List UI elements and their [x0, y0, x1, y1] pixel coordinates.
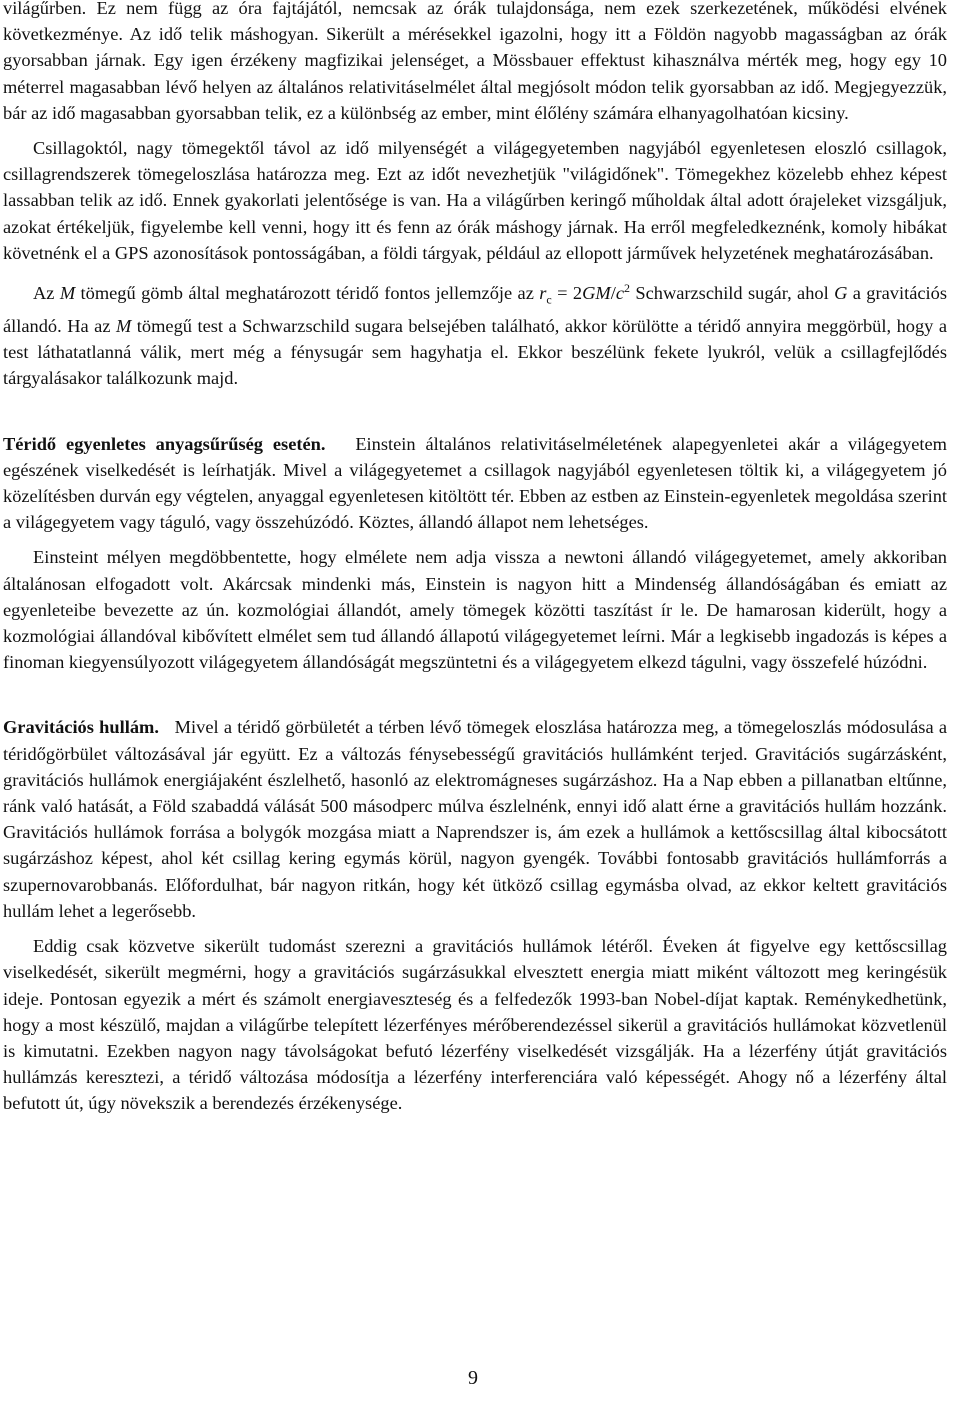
math-formula-schwarzschild-radius: [539, 281, 630, 307]
paragraph-gravitational-wave-detection: Eddig csak közvetve sikerült tudomást szerezni a gravitációs hullámok létéről. Éveken át figyelve egy kettőscsillag viselkedését, sikerült megmérni, hogy a gravitációs sugárzásukkal elvesztett energia miatt miként változott meg keringésük ideje. Pontosan egyezik a mért és számolt energiaveszteség és a felfedezők 1993-ban Nobel-díjat kaptak. Reménykedhetünk, hogy a most készülő, majdan a világűrbe telepített lézerfényes mérőberendezéssel sikerül a gravitációs hullámokat közvetlenül is kimutatni. Ezekben nagyon nagy távolságokat befutó lézerfény viselkedését vizsgálják. Ha a lézerfény útját gravitációs hullámzás keresztezi, a téridő változása módosítja a lézerfény interferenciára való képességét. Ahogy nő a lézerfény által befutott út, úgy növekszik a berendezés érzékenysége.: [3, 936, 947, 1114]
math-symbol-gm: GM: [582, 283, 611, 304]
math-symbol-mass: M: [59, 283, 76, 304]
text-fragment: tömegű gömb által meghatározott téridő fontos jellemzője az: [75, 283, 540, 304]
math-superscript-2: 2: [623, 281, 630, 296]
section-heading-gravitational-wave: Gravitációs hullám.: [3, 717, 159, 738]
paragraph-world-time: Csillagoktól, nagy tömegektől távol az idő milyenségét a világegyetemben nagyjából egyenletesen eloszló csillagok, csillagrendszerek tömegeloszlása határozza meg. Ezt az időt nevezhetjük "világidőnek". Tömegekhez közelebb ehhez képest lassabban telik az idő. Ennek gyakorlati jelentősége is van. Ha a világűrben keringő műholdak által adott órajeleket vizsgáljuk, azokat értékeljük, figyelembe kell venni, hogy itt és fenn az órák máshogy járnak. Ha erről megfeledkeznénk, komoly hibákat követnénk el a GPS azonosítások pontosságában, a földi tárgyak, például az ellopott járművek helyzetének meghatározásában.: [3, 138, 947, 263]
math-symbol-r: r: [539, 283, 547, 304]
paragraph-uniform-density: [3, 431, 947, 536]
page-number: 9: [468, 1367, 478, 1389]
math-slash: /: [610, 283, 616, 304]
paragraph-gravitational-wave: [3, 714, 947, 924]
text-fragment: Schwarzschild sugár, ahol: [629, 283, 835, 304]
math-symbol-g: G: [834, 283, 848, 304]
text-fragment: Mivel a téridő görbületét a térben lévő tömegek eloszlása határozza meg, a tömegeloszlás módosulása a téridőgörbület változásával jár együtt. Ez a változás fénysebességű gravitációs hullámként terjed. Gravitációs sugárzásként, gravitációs hullámok energiájaként észlelhető, hasonló az elektromágneses sugárzáshoz. Ha a Nap ebben a pillanatban eltűnne, ránk való hatását, a Föld szabaddá válását 500 másodperc múlva észlelnénk, ennyi idő alatt érne a gravitációs hullám hozzánk. Gravitációs hullámok forrása a bolygók mozgása miatt a Naprendszer is, ám ezek a hullámok a kettőscsillag által kibocsátott sugárzáshoz képest, ahol két csillag kering egymás körül, nagyon gyengék. További fontosabb gravitációs hullámforrás a szupernovarobbanás. Előfordulhat, bár nagyon ritkán, hogy két ütköző csillag egymásba olvad, az ekkor keltett gravitációs hullám lehet a legerősebb.: [3, 717, 948, 921]
math-symbol-c: c: [615, 283, 624, 304]
math-subscript-c: c: [546, 292, 552, 307]
text-fragment: tömegű test a Schwarzschild sugara belsejében található, akkor körülötte a téridő annyira meggörbül, hogy a test láthatatlanná válik, mert még a fénysugár sem hagyhatja el. Ekkor beszélünk fekete lyukról, velük a csillagfejlődés tárgyalásakor találkozunk majd.: [3, 316, 948, 389]
text-fragment: Einstein általános relativitáselméletének alapegyenletei akár a világegyetem egészének viselkedését is leírhatják. Mivel a világegyetemet a csillagok nagyjából egyenletesen töltik ki, a világegyetem jó közelítésben durván egy végtelen, anyaggal egyenletesen kitöltött tér. Ebben az estben az Einstein-egyenletek megoldása szerint a világegyetem vagy táguló, vagy összehúzódó. Köztes, állandó állapot nem lehetséges.: [3, 433, 947, 533]
section-heading-uniform-density: Téridő egyenletes anyagsűrűség esetén.: [3, 433, 326, 454]
math-equals: = 2: [551, 283, 583, 304]
paragraph-time-altitude: világűrben. Ez nem függ az óra fajtájától, nemcsak az órák tulajdonsága, nem ezek szerkezetének, működési elvének következménye. Az idő telik máshogyan. Sikerült a mérésekkel igazolni, hogy itt a Földön nagyobb magasságban az órák gyorsabban járnak. Egy igen érzékeny magfizikai jelenséget, a Mössbauer effektust kihasználva mérték meg, hogy egy 10 méterrel magasabban lévő helyen az általános relativitáselmélet által megjósolt módon telik gyorsabban az idő. Megjegyezzük, bár az idő magasabban gyorsabban telik, ez a különbség az ember, mint élőlény számára elhanyagolhatóan kicsiny.: [3, 0, 947, 123]
text-fragment: Az: [33, 283, 60, 304]
paragraph-schwarzschild: [3, 275, 947, 392]
math-symbol-mass: M: [115, 316, 132, 337]
text-fragment: a gravitációs állandó. Ha az: [3, 283, 947, 337]
paragraph-cosmological-constant: Einsteint mélyen megdöbbentette, hogy elmélete nem adja vissza a newtoni állandó világegyetemet, amely akkoriban általánosan elfogadott volt. Akárcsak mindenki más, Einstein is nagyon hitt a Mindenség állandóságában és emiatt az egyenleteibe bevezette az ún. kozmológiai állandót, amely tömegek közötti taszítást ír le. De hamarosan kiderült, hogy a kozmológiai állandóval kibővített elmélet sem tud állandó állapotú világegyetemet leírni. Már a legkisebb ingadozás is képes a finoman kiegyensúlyozott világegyetem állandóságát megszüntetni és a világegyetem elkezd tágulni, vagy összefelé húzódni.: [3, 547, 947, 673]
document-page: [3, 0, 947, 1117]
